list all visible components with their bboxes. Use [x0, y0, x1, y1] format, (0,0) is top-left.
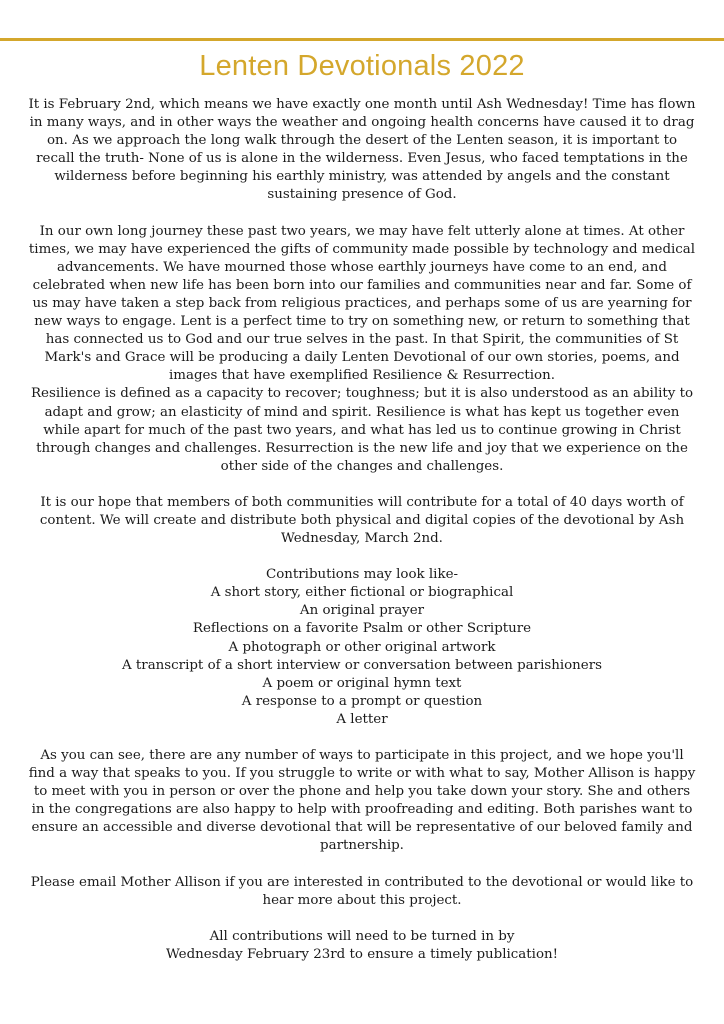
deadline-line-1: All contributions will need to be turned in by: [209, 928, 515, 944]
contribution-item: A short story, either fictional or biographical: [210, 585, 514, 601]
contributions-list: [28, 584, 696, 729]
resilience-paragraph: Resilience is defined as a capacity to recover; toughness; but it is also understood as an ability to adapt and grow; an elasticity of mind and spirit. Resilience is what has kept us together even while apart for much of the past two years, and what has led us to continue growing in Christ through changes and challenges. Resurrection is the new life and joy that we experience on the other side of the changes and challenges.: [30, 386, 694, 474]
journey-paragraph: In our own long journey these past two years, we may have felt utterly alone at times. At other times, we may have experienced the gifts of community made possible by technology and medical advancements. We have mourned those whose earthly journeys have come to an end, and celebrated when new life has been born into our families and communities near and far. Some of us may have taken a step back from religious practices, and perhaps some of us are yearning for new ways to engage. Lent is a perfect time to try on something new, or return to something that has connected us to God and our true selves in the past. In that Spirit, the communities of St Mark's and Grace will be producing a daily Lenten Devotional of our own stories, poems, and images that have exemplified Resilience & Resurrection.: [28, 223, 696, 384]
page-title: Lenten Devotionals 2022: [199, 50, 525, 82]
paragraph-spacer: [28, 476, 696, 494]
contribution-item: A photograph or other original artwork: [228, 639, 496, 655]
hope-paragraph: It is our hope that members of both communities will contribute for a total of 40 days worth of content. We will create and distribute both physical and digital copies of the devotional by Ash Wednesday, March 2nd.: [39, 494, 685, 547]
contribution-item: A poem or original hymn text: [262, 675, 462, 691]
contribution-item: A response to a prompt or question: [241, 693, 483, 709]
email-paragraph: Please email Mother Allison if you are interested in contributed to the devotional or would like to hear more about this project.: [30, 874, 694, 908]
contribution-item: A transcript of a short interview or conversation between parishioners: [121, 657, 603, 673]
document-body: [28, 96, 696, 964]
contribution-item: A letter: [336, 711, 388, 727]
contribution-item: Reflections on a favorite Psalm or other Scripture: [192, 621, 532, 637]
paragraph-spacer: [28, 205, 696, 223]
paragraph-spacer: [28, 910, 696, 928]
intro-paragraph: It is February 2nd, which means we have exactly one month until Ash Wednesday! Time has flown in many ways, and in other ways the weather and ongoing health concerns have caused it to drag on. As we approach the long walk through the desert of the Lenten season, it is important to recall the truth- None of us is alone in the wilderness. Even Jesus, who faced temptations in the wilderness before beginning his earthly ministry, was attended by angels and the constant sustaining presence of God.: [28, 97, 696, 203]
contribution-item: An original prayer: [299, 603, 425, 619]
top-divider-line: [0, 38, 724, 41]
contributions-heading: Contributions may look like-: [265, 567, 459, 583]
deadline-line-2: Wednesday February 23rd to ensure a timely publication!: [165, 946, 559, 962]
participate-paragraph: As you can see, there are any number of ways to participate in this project, and we hope you'll find a way that speaks to you. If you struggle to write or with what to say, Mother Allison is happy to meet with you in person or over the phone and help you take down your story. She and others in the congregations are also happy to help with proofreading and editing. Both parishes want to ensure an accessible and diverse devotional that will be representative of our beloved family and partnership.: [28, 748, 696, 854]
paragraph-spacer: [28, 856, 696, 874]
paragraph-spacer: [28, 548, 696, 566]
paragraph-spacer: [28, 729, 696, 747]
